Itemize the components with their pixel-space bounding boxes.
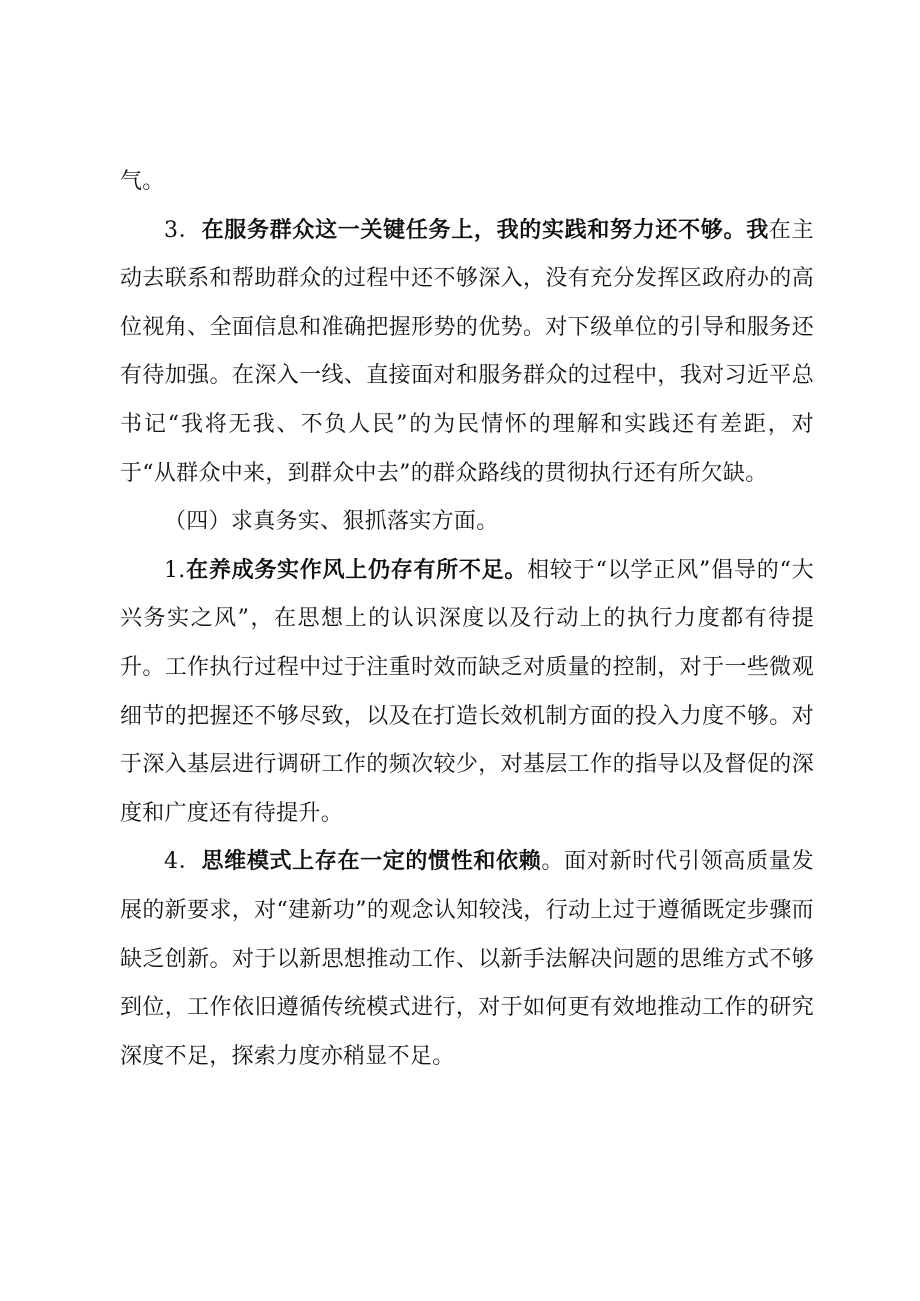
section-4-heading xyxy=(120,498,814,547)
continuation-line xyxy=(120,158,814,207)
continuation-text: 气。 xyxy=(120,169,165,194)
paragraph-3 xyxy=(120,207,814,499)
paragraph-1 xyxy=(120,547,814,839)
paragraph-3-number: 3． xyxy=(164,217,202,243)
paragraph-1-number: 1. xyxy=(164,557,186,583)
paragraph-4-heading: 思维模式上存在一定的惯性和依赖 xyxy=(201,849,542,875)
paragraph-3-heading: 在服务群众这一关键任务上，我的实践和努力还不够。我 xyxy=(201,217,769,243)
document-body xyxy=(120,158,814,1081)
section-4-title: （四）求真务实、狠抓落实方面。 xyxy=(164,509,499,535)
paragraph-4-number: 4． xyxy=(164,849,202,875)
paragraph-1-heading: 在养成务实作风上仍存有所不足。 xyxy=(185,557,528,583)
paragraph-3-body: 在主动去联系和帮助群众的过程中还不够深入，没有充分发挥区政府办的高位视角、全面信息和准确把握形势的优势。对下级单位的引导和服务还有待加强。在深入一线、直接面对和服务群众的过程中，我对习近平总书记“我将无我、不负人民”的为民情怀的理解和实践还有差距，对于“从群众中来，到群众中去”的群众路线的贯彻执行还有所欠缺。 xyxy=(120,217,814,486)
paragraph-1-body: 相较于“以学正风”倡导的“大兴务实之风”，在思想上的认识深度以及行动上的执行力度都有待提升。工作执行过程中过于注重时效而缺乏对质量的控制，对于一些微观细节的把握还不够尽致，以及在打造长效机制方面的投入力度不够。对于深入基层进行调研工作的频次较少，对基层工作的指导以及督促的深度和广度还有待提升。 xyxy=(120,557,814,826)
paragraph-4 xyxy=(120,838,814,1081)
paragraph-4-body: 。面对新时代引领高质量发展的新要求，对“建新功”的观念认知较浅，行动上过于遵循既定步骤而缺乏创新。对于以新思想推动工作、以新手法解决问题的思维方式不够到位，工作依旧遵循传统模式进行，对于如何更有效地推动工作的研究深度不足，探索力度亦稍显不足。 xyxy=(120,849,814,1069)
